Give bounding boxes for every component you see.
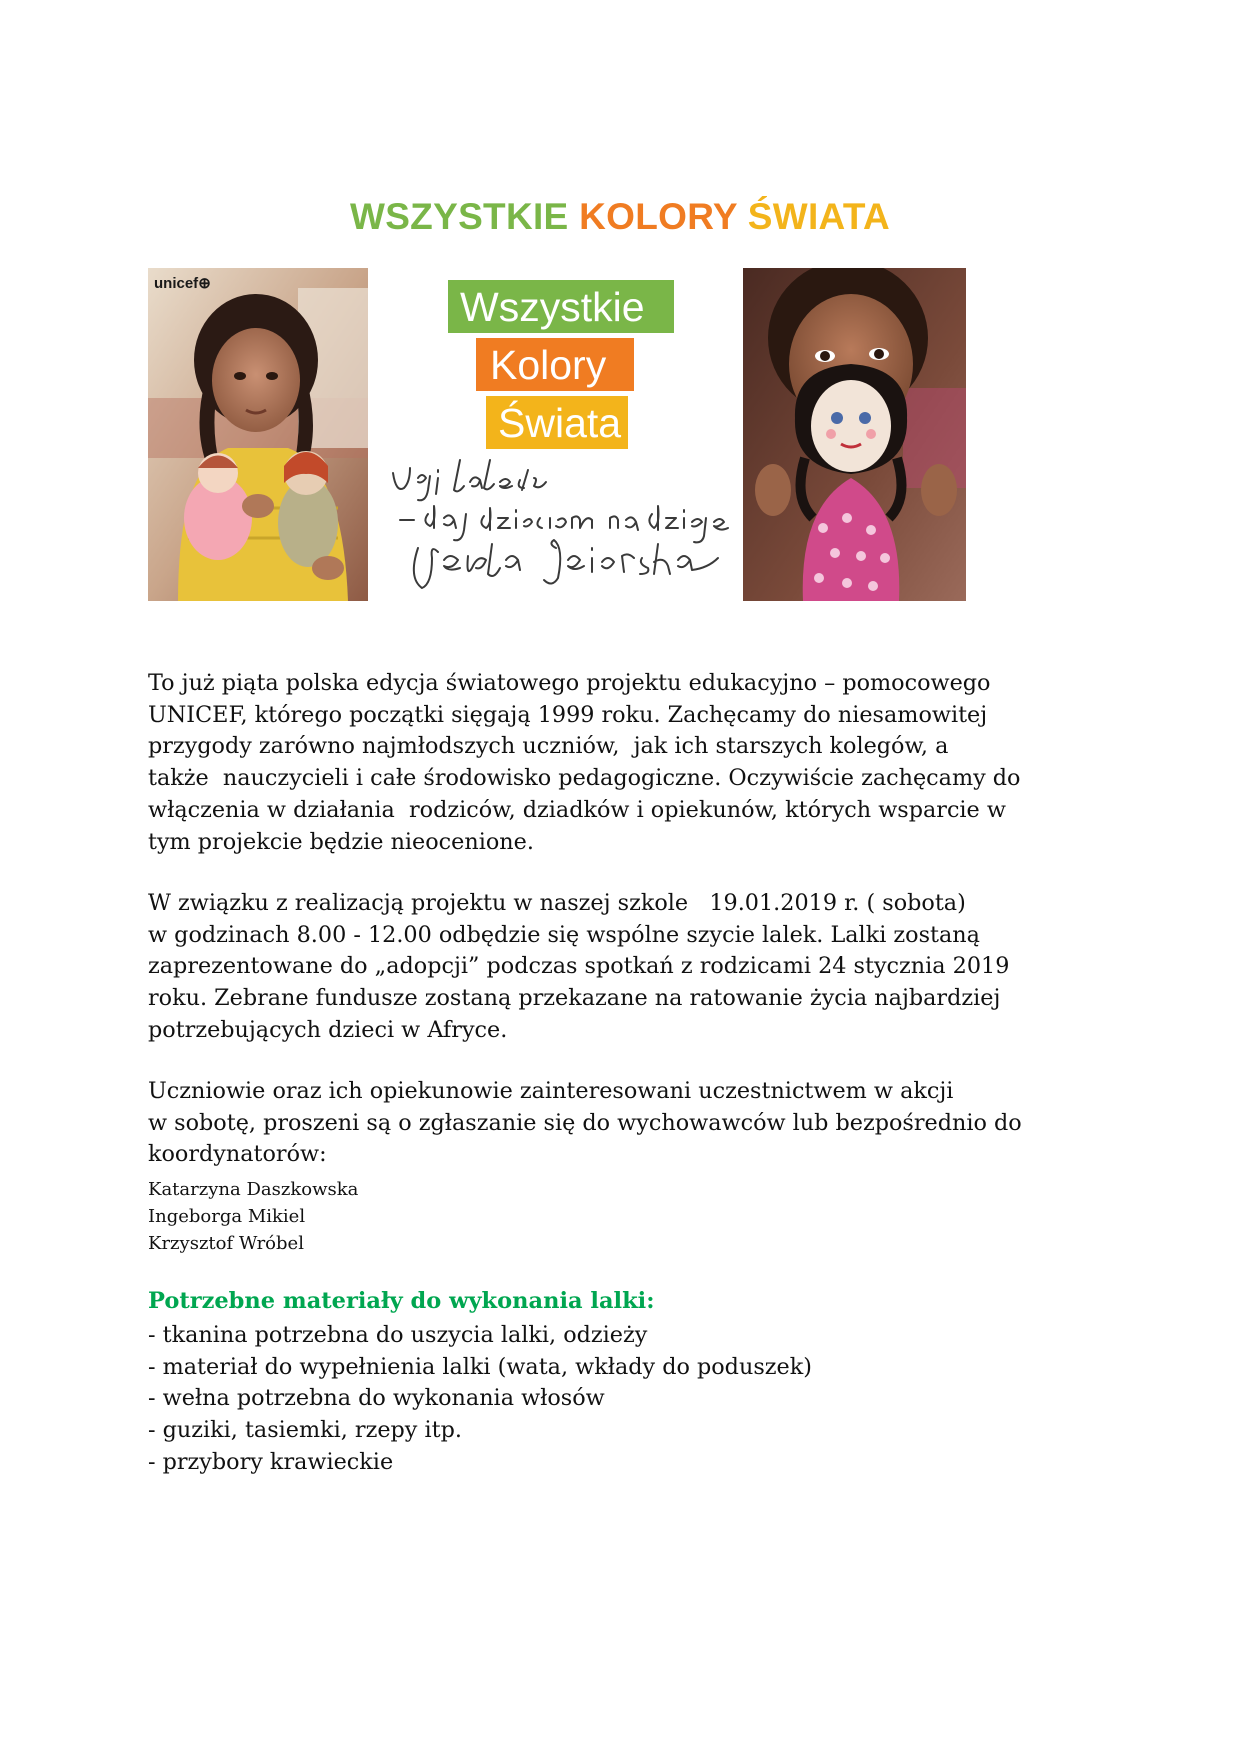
title-word-3: ŚWIATA xyxy=(747,196,890,237)
handwritten-slogan-signature xyxy=(388,448,734,598)
paragraph-line: także nauczycieli i całe środowisko pedagogiczne. Oczywiście zachęcamy do xyxy=(148,765,1021,792)
unicef-logo-text: unicef xyxy=(154,275,199,292)
materials-item: - przybory krawieckie xyxy=(148,1448,394,1475)
logo-box-yellow: Świata xyxy=(486,396,628,449)
photo-left-illustration xyxy=(148,268,368,601)
materials-item: - guziki, tasiemki, rzepy itp. xyxy=(148,1417,462,1444)
paragraph-line: roku. Zebrane fundusze zostaną przekazane na ratowanie życia najbardziej xyxy=(148,985,1001,1012)
globe-icon: ⊕ xyxy=(198,275,211,292)
event-paragraph xyxy=(148,888,1108,1047)
unicef-logo xyxy=(154,274,211,292)
registration-paragraph xyxy=(148,1076,1108,1171)
page-title xyxy=(0,196,1240,238)
paragraph-line: przygody zarówno najmłodszych uczniów, jak ich starszych kolegów, a xyxy=(148,733,949,760)
paragraph-line: koordynatorów: xyxy=(148,1141,327,1168)
paragraph-line: włączenia w działania rodziców, dziadków i opiekunów, których wsparcie w xyxy=(148,796,1006,823)
logo-box-green: Wszystkie xyxy=(448,280,674,333)
materials-item: - materiał do wypełnienia lalki (wata, wkłady do poduszek) xyxy=(148,1353,812,1380)
coordinator-name: Krzysztof Wróbel xyxy=(148,1233,304,1254)
intro-paragraph xyxy=(148,668,1108,858)
paragraph-line: Uczniowie oraz ich opiekunowie zainteresowani uczestnictwem w akcji xyxy=(148,1078,954,1104)
logo-box-orange: Kolory xyxy=(476,338,634,391)
campaign-logo xyxy=(388,268,734,601)
coordinator-name: Ingeborga Mikiel xyxy=(148,1206,306,1227)
photo-right-illustration xyxy=(743,268,966,601)
photo-girl-with-doll-left xyxy=(148,268,368,601)
paragraph-line: To już piąta polska edycja światowego projektu edukacyjno – pomocowego xyxy=(148,670,991,696)
title-word-2: KOLORY xyxy=(579,196,738,237)
paragraph-line: w sobotę, proszeni są o zgłaszanie się do wychowawców lub bezpośrednio do xyxy=(148,1109,1022,1136)
paragraph-line: potrzebujących dzieci w Afryce. xyxy=(148,1016,508,1043)
materials-list xyxy=(148,1320,812,1479)
paragraph-line: zaprezentowane do „adopcji” podczas spotkań z rodzicami 24 stycznia 2019 xyxy=(148,953,1010,980)
paragraph-line: W związku z realizacją projektu w naszej szkole 19.01.2019 r. ( sobota) xyxy=(148,890,966,916)
materials-item: - wełna potrzebna do wykonania włosów xyxy=(148,1385,605,1412)
materials-heading: Potrzebne materiały do wykonania lalki: xyxy=(148,1288,655,1314)
photo-girl-with-doll-right xyxy=(743,268,966,601)
paragraph-line: w godzinach 8.00 - 12.00 odbędzie się wspólne szycie lalek. Lalki zostaną xyxy=(148,921,980,948)
coordinators-list xyxy=(148,1176,358,1257)
paragraph-line: tym projekcie będzie nieocenione. xyxy=(148,828,534,855)
materials-item: - tkanina potrzebna do uszycia lalki, odzieży xyxy=(148,1322,648,1348)
coordinator-name: Katarzyna Daszkowska xyxy=(148,1179,359,1200)
paragraph-line: UNICEF, którego początki sięgają 1999 roku. Zachęcamy do niesamowitej xyxy=(148,701,988,728)
title-word-1: WSZYSTKIE xyxy=(349,196,569,237)
